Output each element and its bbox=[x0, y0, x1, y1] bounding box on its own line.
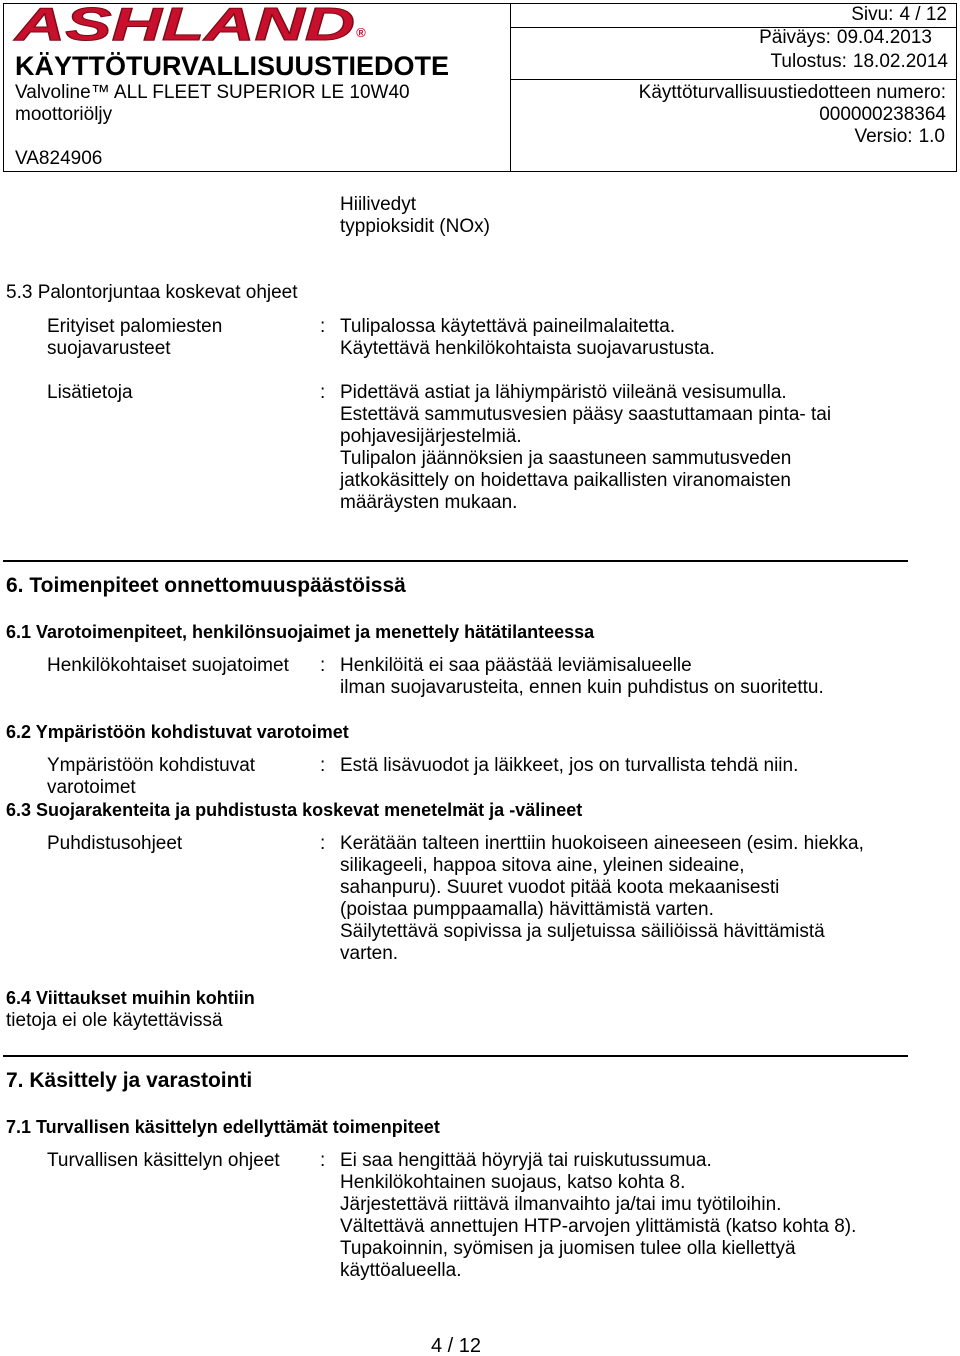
row-value-line: Tupakoinnin, syömisen ja juomisen tulee olla kiellettyä bbox=[340, 1238, 796, 1259]
row-label-line: varotoimet bbox=[47, 777, 136, 798]
row-separator: : bbox=[320, 755, 326, 776]
version bbox=[854, 126, 945, 148]
page-value: 4 / 12 bbox=[899, 4, 947, 25]
row-value-line: määräysten mukaan. bbox=[340, 492, 518, 513]
row-value-safe-handling bbox=[340, 1150, 856, 1282]
row-label-additional-info bbox=[47, 382, 133, 404]
no-data-text: tietoja ei ole käytettävissä bbox=[6, 1010, 223, 1031]
row-label-environmental-precautions bbox=[47, 755, 255, 799]
row-label-line: Lisätietoja bbox=[47, 382, 133, 403]
list-item: typpioksidit (NOx) bbox=[340, 216, 490, 237]
row-value-line: sahanpuru). Suuret vuodot pitää koota mekaanisesti bbox=[340, 877, 780, 898]
row-value-line: Henkilökohtainen suojaus, katso kohta 8. bbox=[340, 1172, 686, 1193]
section-divider bbox=[3, 560, 908, 562]
row-label-safe-handling bbox=[47, 1150, 280, 1172]
combustion-products-list bbox=[340, 194, 490, 238]
row-value-line: silikageeli, happoa sitova aine, yleinen sideaine, bbox=[340, 855, 745, 876]
print-date bbox=[771, 51, 948, 73]
row-value-additional-info bbox=[340, 382, 831, 514]
subsection-heading-6-3: 6.3 Suojarakenteita ja puhdistusta koskevat menetelmät ja -välineet bbox=[6, 800, 583, 820]
row-value-line: (poistaa pumppaamalla) hävittämistä varten. bbox=[340, 899, 714, 920]
row-separator: : bbox=[320, 1150, 326, 1171]
date-label: Päiväys: bbox=[759, 27, 831, 48]
ashland-logo bbox=[12, 3, 384, 43]
row-value-line: Henkilöitä ei saa päästää leviämisalueelle bbox=[340, 655, 692, 676]
section-divider bbox=[3, 1055, 908, 1057]
row-value-line: Estä lisävuodot ja läikkeet, jos on turvallista tehdä niin. bbox=[340, 755, 799, 776]
version-label: Versio: bbox=[854, 126, 913, 147]
issue-date bbox=[759, 27, 932, 49]
subsection-heading-6-1: 6.1 Varotoimenpiteet, henkilönsuojaimet ja menettely hätätilanteessa bbox=[6, 622, 595, 642]
subsection-heading-6-2: 6.2 Ympäristöön kohdistuvat varotoimet bbox=[6, 722, 349, 742]
row-separator: : bbox=[320, 316, 326, 337]
row-value-line: pohjavesijärjestelmiä. bbox=[340, 426, 522, 447]
row-value-line: Tulipalon jäännöksien ja saastuneen sammutusveden bbox=[340, 448, 792, 469]
row-value-line: Estettävä sammutusvesien pääsy saastuttamaan pinta- tai bbox=[340, 404, 832, 425]
row-value-line: Kerätään talteen inerttiin huokoiseen aineeseen (esim. hiekka, bbox=[340, 833, 864, 854]
sds-number-value: 000000238364 bbox=[819, 104, 946, 125]
page-indicator bbox=[851, 4, 947, 26]
row-value-line: Järjestettävä riittävä ilmanvaihto ja/tai imu työtiloihin. bbox=[340, 1194, 782, 1215]
header-row-divider bbox=[510, 79, 957, 80]
row-value-line: ilman suojavarusteita, ennen kuin puhdistus on suoritettu. bbox=[340, 677, 824, 698]
row-separator: : bbox=[320, 833, 326, 854]
row-label-personal-precautions bbox=[47, 655, 289, 677]
row-separator: : bbox=[320, 382, 326, 403]
row-value-line: Käytettävä henkilökohtaista suojavarustusta. bbox=[340, 338, 715, 359]
page-label: Sivu: bbox=[851, 4, 894, 25]
row-value-line: Ei saa hengittää höyryjä tai ruiskutussumua. bbox=[340, 1150, 712, 1171]
row-value-line: Tulipalossa käytettävä paineilmalaitetta. bbox=[340, 316, 676, 337]
list-item: Hiilivedyt bbox=[340, 194, 417, 215]
row-separator: : bbox=[320, 655, 326, 676]
row-value-line: jatkokäsittely on hoidettava paikallisten viranomaisten bbox=[340, 470, 791, 491]
logo-wordmark: ASHLAND bbox=[13, 3, 355, 43]
row-value-environmental-precautions bbox=[340, 755, 798, 777]
row-label-line: suojavarusteet bbox=[47, 338, 171, 359]
product-name: Valvoline™ ALL FLEET SUPERIOR LE 10W40 bbox=[15, 82, 410, 103]
row-label-firefighter-equipment bbox=[47, 316, 222, 360]
row-value-personal-precautions bbox=[340, 655, 824, 699]
row-label-cleanup bbox=[47, 833, 182, 855]
header-column-divider bbox=[510, 3, 511, 172]
page-footer-number: 4 / 12 bbox=[430, 1335, 482, 1356]
product-type: moottoriöljy bbox=[15, 104, 113, 125]
sds-number-label: Käyttöturvallisuustiedotteen numero: bbox=[638, 82, 946, 103]
row-value-line: käyttöalueella. bbox=[340, 1260, 462, 1281]
document-type-title: KÄYTTÖTURVALLISUUSTIEDOTE bbox=[15, 51, 450, 81]
row-label-line: Puhdistusohjeet bbox=[47, 833, 183, 854]
row-value-cleanup bbox=[340, 833, 864, 965]
row-label-line: Ympäristöön kohdistuvat bbox=[47, 755, 256, 776]
section-heading-7: 7. Käsittely ja varastointi bbox=[6, 1069, 253, 1092]
row-label-line: Henkilökohtaiset suojatoimet bbox=[47, 655, 289, 676]
row-value-line: Pidettävä astiat ja lähiympäristö viileänä vesisumulla. bbox=[340, 382, 787, 403]
section-heading-6: 6. Toimenpiteet onnettomuuspäästöissä bbox=[6, 574, 406, 597]
version-value: 1.0 bbox=[918, 126, 945, 147]
row-value-line: Säilytettävä sopivissa ja suljetuissa säiliöissä hävittämistä bbox=[340, 921, 825, 942]
row-value-line: varten. bbox=[340, 943, 399, 964]
subsection-heading-5-3: 5.3 Palontorjuntaa koskevat ohjeet bbox=[6, 282, 298, 303]
subsection-heading-6-4: 6.4 Viittaukset muihin kohtiin bbox=[6, 988, 255, 1008]
row-label-line: Erityiset palomiesten bbox=[47, 316, 223, 337]
row-label-line: Turvallisen käsittelyn ohjeet bbox=[47, 1150, 280, 1171]
row-value-firefighter-equipment bbox=[340, 316, 715, 360]
print-value: 18.02.2014 bbox=[852, 51, 948, 72]
subsection-heading-7-1: 7.1 Turvallisen käsittelyn edellyttämät toimenpiteet bbox=[6, 1117, 440, 1137]
product-code: VA824906 bbox=[15, 148, 103, 169]
logo-registered-mark: ® bbox=[356, 25, 366, 40]
row-value-line: Vältettävä annettujen HTP-arvojen ylittämistä (katso kohta 8). bbox=[340, 1216, 857, 1237]
print-label: Tulostus: bbox=[770, 51, 847, 72]
date-value: 09.04.2013 bbox=[836, 27, 932, 48]
